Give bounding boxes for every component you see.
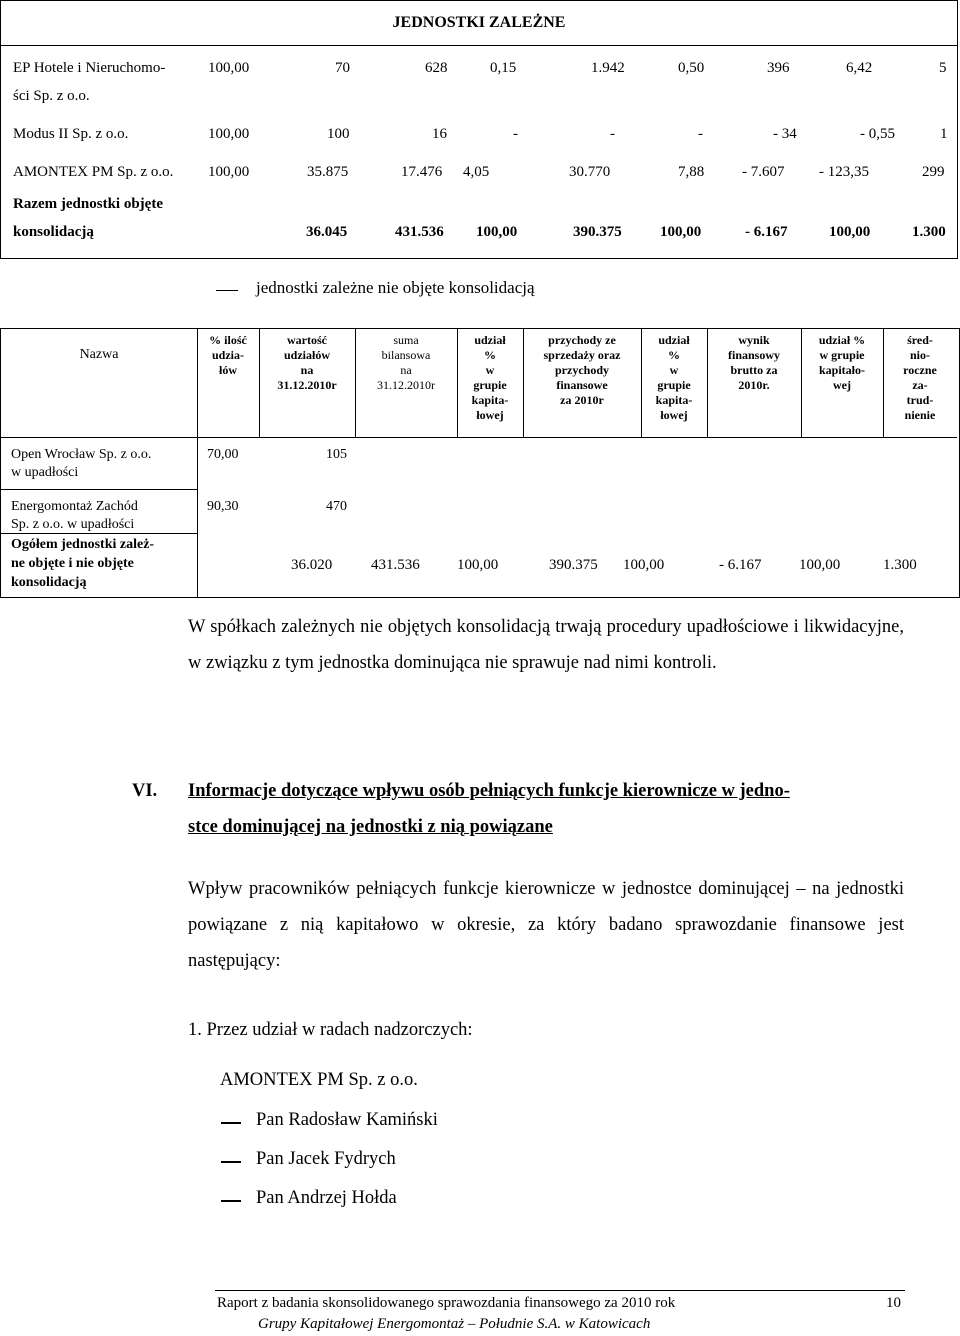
- cell: - 0,55: [860, 126, 895, 142]
- paragraph-bankruptcy: W spółkach zależnych nie objętych konsolidacją trwają procedury upadłościowe i likwidacyjne, w związku z tym jednostka dominująca nie sprawuje nad nimi kontroli.: [188, 617, 904, 673]
- cell: 100,00: [457, 557, 499, 573]
- cell: 390.375: [549, 557, 598, 573]
- cell: 5: [939, 60, 947, 76]
- dash-bullet: [221, 1161, 241, 1163]
- cell: -: [513, 126, 518, 142]
- cell: - 6.167: [719, 557, 762, 573]
- cell: 431.536: [371, 557, 420, 573]
- row-name: Energomontaż Zachód: [11, 499, 138, 514]
- cell: - 123,35: [819, 164, 869, 180]
- dash-bullet: [216, 290, 238, 291]
- row-name: Open Wrocław Sp. z o.o.: [11, 447, 152, 462]
- row-name: Modus II Sp. z o.o.: [13, 126, 129, 142]
- header-name: Nazwa: [79, 347, 119, 362]
- cell: 4,05: [463, 164, 490, 180]
- sub-heading: jednostki zależne nie objęte konsolidacją: [256, 278, 535, 297]
- cell: 90,30: [207, 499, 239, 514]
- cell: 100: [327, 126, 350, 142]
- cell: 36.045: [306, 224, 348, 240]
- header-revenue: przychody ze sprzedaży oraz przychody finansowe za 2010r: [543, 333, 621, 407]
- section-number: VI.: [132, 781, 158, 801]
- cell: 100,00: [476, 224, 518, 240]
- header-group-share-3: udział % w grupie kapitało- wej: [818, 333, 866, 392]
- cell: 6,42: [846, 60, 873, 76]
- cell: 628: [425, 60, 448, 76]
- dash-bullet: [221, 1200, 241, 1202]
- cell: 100,00: [208, 164, 250, 180]
- row-name-cont: Sp. z o.o. w upadłości: [11, 517, 135, 532]
- header-share: % ilość udzia- łów: [209, 333, 247, 377]
- total-label-cont: konsolidacją: [13, 224, 94, 240]
- total-label: Ogółem jednostki zależ-: [11, 537, 155, 552]
- cell: 105: [326, 447, 347, 462]
- cell: 470: [326, 499, 347, 514]
- header-result: wynik finansowy brutto za 2010r.: [727, 333, 780, 392]
- total-label-cont: konsolidacją: [11, 575, 87, 590]
- cell: 299: [922, 164, 945, 180]
- header-employment: śred- nio- roczne za- trud- nienie: [903, 333, 937, 422]
- cell: -: [610, 126, 615, 142]
- cell: 1.300: [912, 224, 946, 240]
- paragraph-influence: Wpływ pracowników pełniących funkcje kierownicze w jednostce dominującej – na jednostki powiązane z nią kapitałowo w okresie, za który badano sprawozdanie finansowe jest następujący:: [188, 879, 904, 971]
- person-item: Pan Jacek Fydrych: [256, 1149, 396, 1169]
- cell: - 7.607: [742, 164, 785, 180]
- cell: 30.770: [569, 164, 611, 180]
- person-item: Pan Andrzej Hołda: [256, 1188, 397, 1208]
- unconsolidated-table: [0, 328, 960, 598]
- footer-rule: [215, 1290, 905, 1291]
- cell: 390.375: [573, 224, 622, 240]
- cell: 100,00: [208, 60, 250, 76]
- cell: 100,00: [208, 126, 250, 142]
- subsidiaries-table: [0, 0, 958, 259]
- cell: 0,15: [490, 60, 517, 76]
- cell: 7,88: [678, 164, 705, 180]
- cell: - 34: [773, 126, 797, 142]
- cell: 100,00: [623, 557, 665, 573]
- cell: 0,50: [678, 60, 705, 76]
- footer-group: Grupy Kapitałowej Energomontaż – Południe S.A. w Katowicach: [258, 1316, 651, 1332]
- list-item-boards: 1. Przez udział w radach nadzorczych:: [188, 1020, 473, 1040]
- row-divider: [1, 533, 197, 534]
- row-divider: [1, 437, 957, 438]
- cell: 100,00: [799, 557, 841, 573]
- cell: 1.300: [883, 557, 917, 573]
- company-name: AMONTEX PM Sp. z o.o.: [220, 1070, 418, 1090]
- dash-bullet: [221, 1122, 241, 1124]
- total-label-cont: ne objęte i nie objęte: [11, 556, 134, 571]
- cell: 100,00: [660, 224, 702, 240]
- header-group-share-2: udział % w grupie kapita- łowej: [655, 333, 693, 422]
- cell: 36.020: [291, 557, 333, 573]
- cell: 1: [940, 126, 948, 142]
- page-number: 10: [886, 1295, 901, 1311]
- cell: - 6.167: [745, 224, 788, 240]
- person-item: Pan Radosław Kamiński: [256, 1110, 438, 1130]
- cell: 35.875: [307, 164, 349, 180]
- cell: -: [698, 126, 703, 142]
- row-name-cont: w upadłości: [11, 465, 79, 480]
- row-divider: [1, 489, 197, 490]
- cell: 100,00: [829, 224, 871, 240]
- row-name-cont: ści Sp. z o.o.: [13, 88, 90, 104]
- cell: 70,00: [207, 447, 239, 462]
- row-name: EP Hotele i Nieruchomo-: [13, 60, 166, 76]
- row-name: AMONTEX PM Sp. z o.o.: [13, 164, 174, 180]
- cell: 431.536: [395, 224, 444, 240]
- cell: 396: [767, 60, 790, 76]
- cell: 17.476: [401, 164, 443, 180]
- section-title: Informacje dotyczące wpływu osób pełniących funkcje kierownicze w jedno-: [188, 781, 790, 801]
- table-body: [1, 46, 958, 259]
- footer-report: Raport z badania skonsolidowanego sprawozdania finansowego za 2010 rok: [217, 1295, 676, 1311]
- total-label: Razem jednostki objęte: [13, 196, 163, 212]
- table-title: JEDNOSTKI ZALEŻNE: [1, 1, 958, 46]
- cell: 16: [432, 126, 447, 142]
- cell: 1.942: [591, 60, 625, 76]
- header-balance: suma bilansowa na 31.12.2010r: [377, 333, 435, 392]
- section-title-cont: stce dominującej na jednostki z nią powiązane: [188, 817, 553, 837]
- header-group-share-1: udział % w grupie kapita- łowej: [471, 333, 509, 422]
- header-value: wartość udziałów na 31.12.2010r: [277, 333, 337, 392]
- cell: 70: [335, 60, 350, 76]
